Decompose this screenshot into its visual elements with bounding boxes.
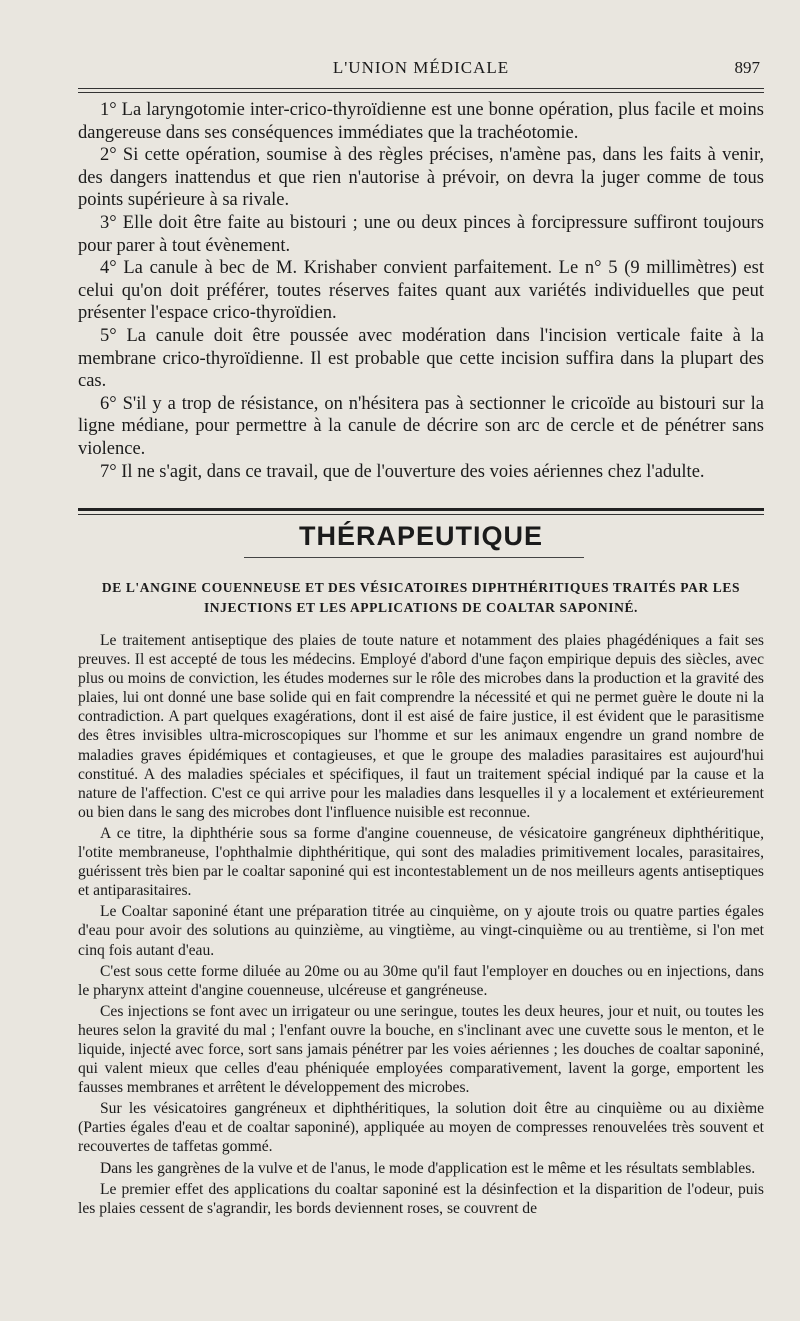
header-rule bbox=[78, 88, 764, 89]
conclusion-item: 5° La canule doit être poussée avec modération dans l'incision verticale faite à la membrane crico-thyroïdienne. Il est probable que cette incision suffira dans la plupart des cas. bbox=[78, 325, 764, 392]
body-paragraph: Le traitement antiseptique des plaies de toute nature et notamment des plaies phagédéniques a fait ses preuves. Il est accepté de tous les médecins. Employé d'abord d'une façon empirique depuis des siècles, avec plus ou moins de conviction, les études modernes sur le rôle des microbes dans la production et la gravité des plaies, lui ont donné une base solide qui en fait comprendre la nécessité et qui ne permet guère le doute ni la contradiction. A part quelques exagérations, dont il est aisé de faire justice, il est évident que le parasitisme des êtres invisibles ultra-microscopiques sur l'homme et sur les animaux engendre un grand nombre de maladies graves épidémiques et contagieuses, et que le groupe des maladies parasitaires est aujourd'hui constitué. A des maladies spéciales et spécifiques, il faut un traitement spécial indiqué par la cause et la nature de l'affection. C'est ce qui arrive pour les maladies dans lesquelles il y a localement et extérieurement ou bien dans le sang des microbes dont l'influence nuisible est reconnue. bbox=[78, 632, 764, 821]
body-paragraph: Le premier effet des applications du coaltar saponiné est la désinfection et la disparition de l'odeur, puis les plaies cessent de s'agrandir, les bords deviennent roses, se couvrent de bbox=[78, 1180, 764, 1217]
conclusion-item: 3° Elle doit être faite au bistouri ; une ou deux pinces à forcipressure suffiront toujours pour parer à tout évènement. bbox=[78, 212, 764, 256]
body-paragraph: C'est sous cette forme diluée au 20me ou au 30me qu'il faut l'employer en douches ou en injections, dans le pharynx atteint d'angine couenneuse, ulcéreuse et gangréneuse. bbox=[78, 962, 764, 999]
body-paragraph: Sur les vésicatoires gangréneux et diphthéritiques, la solution doit être au cinquième ou au dixième (Parties égales d'eau et de coaltar saponiné), appliquée au moyen de compresses renouvelées très souvent et recouvertes de taffetas gommé. bbox=[78, 1100, 764, 1156]
section-divider bbox=[78, 508, 764, 511]
page-number: 897 bbox=[734, 58, 760, 77]
conclusion-item: 2° Si cette opération, soumise à des règles précises, n'amène pas, dans les faits à venir, des dangers inattendus et que rien n'autorise à prévoir, on devra la juger comme de tous points supérieure à sa rivale. bbox=[78, 145, 764, 211]
conclusion-item: 1° La laryngotomie inter-crico-thyroïdienne est une bonne opération, plus facile et moins dangereuse dans ses conséquences immédiates que la trachéotomie. bbox=[78, 100, 764, 143]
header-rule-2 bbox=[78, 92, 764, 93]
section-title: THÉRAPEUTIQUE bbox=[298, 521, 544, 551]
title-underline bbox=[244, 557, 584, 558]
body-paragraph: Ces injections se font avec un irrigateur ou une seringue, toutes les deux heures, jour et nuit, ou toutes les heures selon la gravité du mal ; l'enfant ouvre la bouche, en s'inclinant avec une cuvette sous le menton, et le liquide, injecté avec force, sort sans jamais pénétrer par les voies aériennes ; les douches de coaltar saponiné, qui valent mieux que celles d'eau phéniquée employées comparativement, lavent la gorge, emportent les fausses membranes et arrêtent le développement des microbes. bbox=[78, 1002, 764, 1097]
conclusions-list bbox=[78, 99, 764, 483]
body-paragraph: Le Coaltar saponiné étant une préparation titrée au cinquième, on y ajoute trois ou quatre parties égales d'eau pour avoir des solutions au quinzième, au vingtième, au vingt-cinquième ou au trentième, si l'on met cinq fois autant d'eau. bbox=[78, 903, 764, 959]
running-header bbox=[78, 56, 764, 84]
conclusion-item: 6° S'il y a trop de résistance, on n'hésitera pas à sectionner le cricoïde au bistouri sur la ligne médiane, pour permettre à la canule de décrire son arc de cercle et de pénétrer sans violence. bbox=[78, 393, 764, 459]
section-divider-2 bbox=[78, 514, 764, 515]
article-body bbox=[78, 631, 764, 1220]
conclusion-item: 7° Il ne s'agit, dans ce travail, que de l'ouverture des voies aériennes chez l'adulte. bbox=[100, 461, 705, 482]
section-title-wrap bbox=[78, 521, 764, 552]
body-paragraph: Dans les gangrènes de la vulve et de l'anus, le mode d'application est le même et les résultats semblables. bbox=[100, 1159, 756, 1177]
journal-title: L'UNION MÉDICALE bbox=[332, 58, 510, 77]
body-paragraph: A ce titre, la diphthérie sous sa forme d'angine couenneuse, de vésicatoire gangréneux diphthéritique, l'otite membraneuse, l'ophthalmie diphthéritique, qui sont des maladies primitivement locales, parasitaires, guérissent très bien par le coaltar saponiné qui est incontestablement un de nos meilleurs agents antiseptiques et antiparasitaires. bbox=[78, 824, 764, 900]
article-subtitle: DE L'ANGINE COUENNEUSE ET DES VÉSICATOIRES DIPHTHÉRITIQUES TRAITÉS PAR LES INJECTIONS ET LES APPLICATIONS DE COALTAR SAPONINÉ. bbox=[101, 580, 741, 615]
conclusion-item: 4° La canule à bec de M. Krishaber convient parfaitement. Le n° 5 (9 millimètres) est celui qu'on doit préférer, toutes réserves faites quant aux variétés individuelles que peut présenter l'espace crico-thyroïdien. bbox=[78, 258, 764, 324]
